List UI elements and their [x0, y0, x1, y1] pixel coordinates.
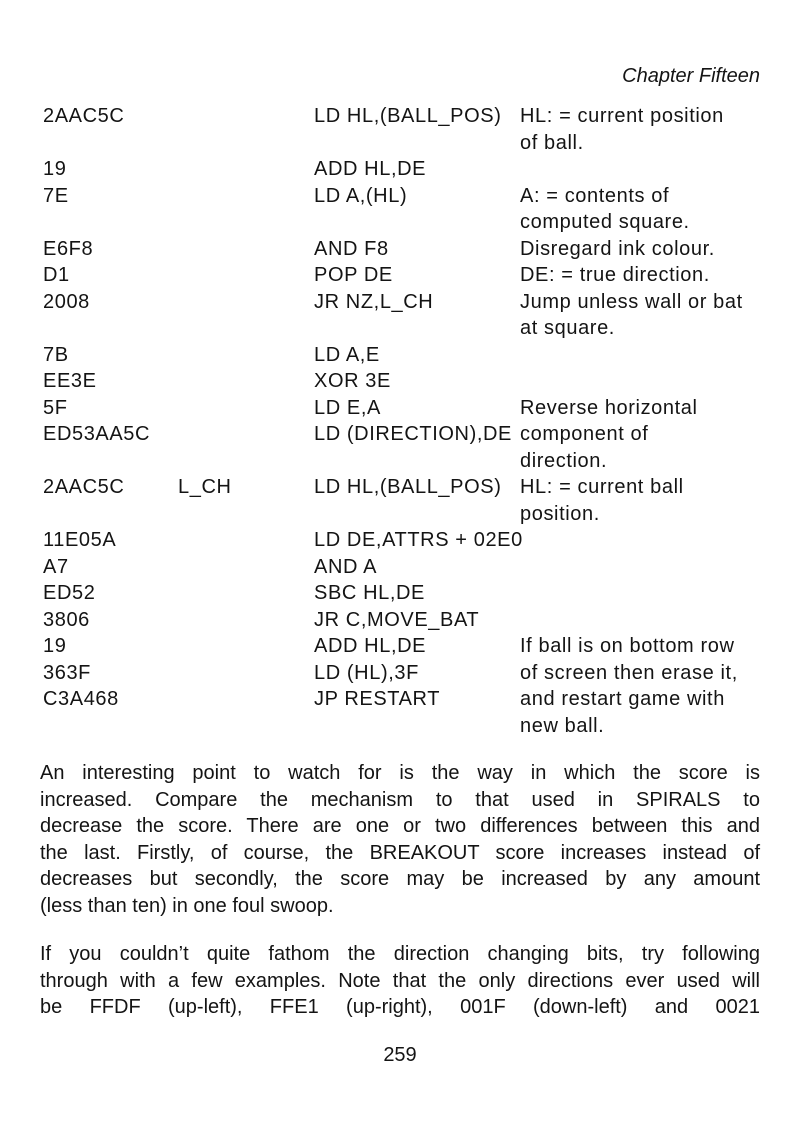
- instruction-cell: POP DE: [314, 264, 393, 286]
- code-row: [0, 289, 800, 316]
- comment-cell: Reverse horizontal: [520, 396, 698, 419]
- instruction-cell: LD DE,ATTRS + 02E0: [314, 529, 523, 551]
- instruction-cell: LD A,(HL): [314, 184, 408, 207]
- paragraph-line: An interesting point to watch for is the way in which the score is: [40, 762, 760, 784]
- code-row: [0, 395, 800, 422]
- instruction-cell: AND A: [314, 555, 378, 578]
- code-row: [0, 474, 800, 501]
- hex-cell: 363F: [43, 661, 91, 684]
- hex-cell: 19: [43, 158, 67, 180]
- code-row: [0, 368, 800, 395]
- code-row: [0, 421, 800, 448]
- hex-cell: EE3E: [43, 370, 97, 392]
- comment-cell: HL: = current position: [520, 105, 724, 127]
- instruction-cell: AND F8: [314, 237, 389, 260]
- code-row: [0, 501, 800, 528]
- comment-cell: at square.: [520, 317, 615, 339]
- comment-cell: of screen then erase it,: [520, 661, 738, 684]
- comment-cell: and restart game with: [520, 688, 725, 710]
- code-row: [0, 686, 800, 713]
- code-row: [0, 607, 800, 634]
- hex-cell: ED52: [43, 582, 96, 604]
- paragraph-line: decrease the score. There are one or two differences between this and: [40, 815, 760, 837]
- paragraph-line: through with a few examples. Note that the only directions ever used will: [40, 969, 760, 992]
- code-row: [0, 660, 800, 687]
- code-row: [0, 342, 800, 369]
- page-number: 259: [383, 1044, 417, 1066]
- comment-cell: Disregard ink colour.: [520, 237, 715, 260]
- comment-cell: position.: [520, 502, 600, 525]
- comment-cell: of ball.: [520, 131, 584, 154]
- code-row: [0, 713, 800, 740]
- instruction-cell: ADD HL,DE: [314, 635, 427, 657]
- hex-cell: A7: [43, 555, 69, 578]
- code-row: [0, 633, 800, 660]
- code-row: [0, 580, 800, 607]
- comment-cell: HL: = current ball: [520, 476, 684, 498]
- instruction-cell: LD HL,(BALL_POS): [314, 105, 502, 127]
- code-row: [0, 527, 800, 554]
- code-row: [0, 130, 800, 157]
- comment-cell: direction.: [520, 449, 608, 472]
- paragraph-line: be FFDF (up-left), FFE1 (up-right), 001F (down-left) and 0021: [40, 996, 760, 1018]
- paragraph-score-increase: [40, 760, 760, 919]
- comment-cell: DE: = true direction.: [520, 264, 710, 286]
- instruction-cell: JP RESTART: [314, 688, 441, 710]
- instruction-cell: LD A,E: [314, 343, 380, 366]
- code-row: [0, 209, 800, 236]
- hex-cell: 7E: [43, 184, 69, 207]
- paragraph-line: the last. Firstly, of course, the BREAKOUT score increases instead of: [40, 841, 760, 864]
- code-row: [0, 183, 800, 210]
- comment-cell: component of: [520, 423, 649, 445]
- code-row: [0, 554, 800, 581]
- instruction-cell: JR NZ,L_CH: [314, 290, 434, 313]
- hex-cell: 2AAC5C: [43, 476, 125, 498]
- code-row: [0, 103, 800, 130]
- chapter-header: Chapter Fifteen: [622, 65, 760, 87]
- code-row: [0, 236, 800, 263]
- hex-cell: 2008: [43, 290, 90, 313]
- instruction-cell: XOR 3E: [314, 370, 391, 392]
- paragraph-line: (less than ten) in one foul swoop.: [40, 894, 334, 917]
- comment-cell: Jump unless wall or bat: [520, 290, 743, 313]
- paragraph-line: If you couldn’t quite fathom the direction changing bits, try following: [40, 943, 760, 965]
- code-row: [0, 448, 800, 475]
- hex-cell: 3806: [43, 608, 90, 631]
- hex-cell: ED53AA5C: [43, 423, 151, 445]
- hex-cell: 7B: [43, 343, 69, 366]
- comment-cell: computed square.: [520, 211, 690, 233]
- code-listing: [0, 103, 800, 739]
- paragraph-line: decreases but secondly, the score may be increased by any amount: [40, 868, 760, 890]
- paragraph-line: increased. Compare the mechanism to that used in SPIRALS to: [40, 788, 760, 811]
- hex-cell: C3A468: [43, 688, 119, 710]
- instruction-cell: SBC HL,DE: [314, 582, 425, 604]
- hex-cell: 11E05A: [43, 529, 117, 551]
- instruction-cell: ADD HL,DE: [314, 158, 427, 180]
- code-row: [0, 156, 800, 183]
- hex-cell: 2AAC5C: [43, 105, 125, 127]
- hex-cell: 5F: [43, 396, 68, 419]
- code-row: [0, 315, 800, 342]
- hex-cell: D1: [43, 264, 70, 286]
- instruction-cell: LD E,A: [314, 396, 381, 419]
- paragraph-direction-examples: [40, 941, 760, 1021]
- instruction-cell: LD (DIRECTION),DE: [314, 423, 512, 445]
- code-row: [0, 262, 800, 289]
- instruction-cell: JR C,MOVE_BAT: [314, 608, 480, 631]
- instruction-cell: LD HL,(BALL_POS): [314, 476, 502, 498]
- comment-cell: A: = contents of: [520, 184, 670, 207]
- hex-cell: 19: [43, 635, 67, 657]
- label-cell: L_CH: [178, 476, 232, 498]
- hex-cell: E6F8: [43, 237, 94, 260]
- comment-cell: If ball is on bottom row: [520, 635, 735, 657]
- comment-cell: new ball.: [520, 714, 605, 737]
- instruction-cell: LD (HL),3F: [314, 661, 419, 684]
